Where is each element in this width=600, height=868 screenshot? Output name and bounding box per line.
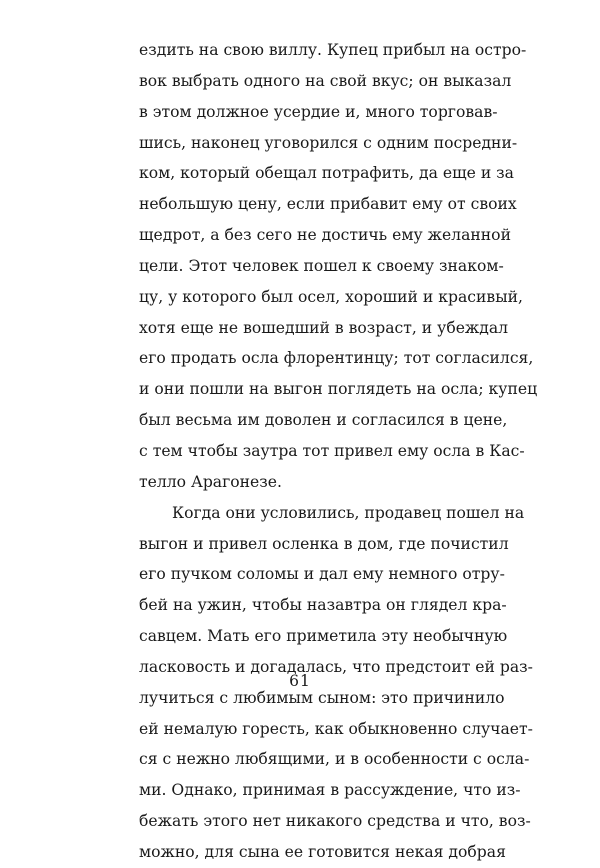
paragraph-end-line: телло Арагонезе. [139,472,282,491]
text-line: цу, у которого был осел, хороший и красивый, [139,287,523,306]
text-line: ся с нежно любящими, и в особенности с осла- [139,750,530,769]
text-line: ездить на свою виллу. Купец прибыл на остро- [139,41,527,59]
paragraph-start-line: Когда они условились, продавец пошел на [172,503,525,522]
text-line: лучиться с любимым сыном: это причинило [139,688,505,707]
text-line: ми. Однако, принимая в рассуждение, что из- [139,781,521,800]
text-line: вок выбрать одного на свой вкус; он выказал [139,71,512,90]
text-line: можно, для сына ее готовится некая добрая [139,842,506,861]
text-line: бежать этого нет никакого средства и что, воз- [139,812,531,831]
text-line: ком, который обещал потрафить, да еще и за [139,164,514,183]
body-text [139,35,538,868]
text-line: в этом должное усердие и, много торговав- [139,102,498,121]
text-line: выгон и привел осленка в дом, где почистил [139,534,509,553]
text-line: его продать осла флорентинцу; тот согласился, [139,349,534,368]
text-line: ласковость и догадалась, что предстоит ей раз- [139,657,533,676]
text-line: небольшую цену, если прибавит ему от своих [139,195,517,214]
text-line: его пучком соломы и дал ему немного отру- [139,565,505,584]
text-line: ей немалую горесть, как обыкновенно случает- [139,719,533,738]
page-number: 61 [289,672,311,690]
text-line: щедрот, а без сего не достичь ему желанной [139,226,511,245]
text-line: савцем. Мать его приметила эту необычную [139,627,508,646]
text-line: цели. Этот человек пошел к своему знаком- [139,256,504,275]
text-line: бей на ужин, чтобы назавтра он глядел кра- [139,596,507,615]
text-line: был весьма им доволен и согласился в цене, [139,411,508,430]
text-line: и они пошли на выгон поглядеть на осла; купец [139,380,538,399]
text-line: с тем чтобы заутра тот привел ему осла в Кас- [139,441,525,460]
text-line: хотя еще не вошедший в возраст, и убеждал [139,318,509,337]
text-line: шись, наконец уговорился с одним посредни- [139,133,518,152]
